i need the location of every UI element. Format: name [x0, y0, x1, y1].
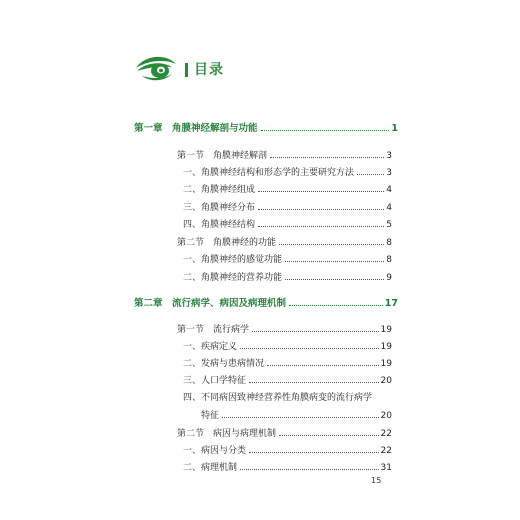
toc-page-number: 22 — [380, 429, 392, 439]
toc-section[interactable] — [177, 425, 392, 439]
toc-header — [134, 48, 334, 88]
toc-entry-label: 二、发病与患病情况 — [183, 359, 265, 369]
toc-item[interactable] — [183, 459, 392, 473]
toc-page-number: 4 — [386, 203, 392, 213]
header-divider-bar — [185, 63, 188, 77]
toc-page-number: 3 — [386, 151, 392, 161]
dot-leader — [252, 331, 379, 332]
toc-page-number: 8 — [386, 255, 392, 265]
toc-item[interactable] — [183, 442, 392, 456]
dot-leader — [289, 305, 383, 306]
toc-entry-label: 一、角膜神经的感觉功能 — [183, 255, 283, 265]
toc-entry-label: 二、病理机制 — [183, 463, 238, 473]
toc-entry-label: 四、角膜神经结构 — [183, 220, 256, 230]
toc-page-number: 3 — [386, 168, 392, 178]
toc-item[interactable] — [183, 355, 392, 369]
toc-entry-label: 第一节 流行病学 — [177, 325, 250, 335]
toc-page-number: 20 — [380, 411, 392, 421]
dot-leader — [240, 348, 379, 349]
toc-item-label: 四、不同病因致神经营养性角膜病变的流行病学 — [183, 393, 373, 403]
toc-entry-label: 第二章 流行病学、病因及病理机制 — [134, 298, 287, 309]
toc-entry-label: 第一节 角膜神经解剖 — [177, 151, 268, 161]
dot-leader — [258, 209, 384, 210]
toc-page-number: 22 — [380, 446, 392, 456]
toc-section[interactable] — [177, 234, 392, 248]
toc-page-number: 4 — [386, 185, 392, 195]
toc-entry-label: 第二节 病因与病理机制 — [177, 429, 277, 439]
toc-section[interactable] — [177, 147, 392, 161]
toc-entry-label: 二、角膜神经组成 — [183, 185, 256, 195]
toc-entry-label: 三、角膜神经分布 — [183, 203, 256, 213]
dot-leader — [258, 226, 384, 227]
dot-leader — [285, 261, 384, 262]
toc-entry-label: 第二节 角膜神经的功能 — [177, 238, 277, 248]
toc-item[interactable] — [183, 372, 392, 386]
toc-page-number: 31 — [380, 463, 392, 473]
dot-leader — [270, 157, 384, 158]
toc-item-label-cont: 特征 — [201, 411, 220, 421]
toc-item[interactable] — [183, 251, 392, 265]
toc-page-number: 19 — [380, 359, 392, 369]
toc-page-number: 19 — [380, 325, 392, 335]
dot-leader — [279, 435, 379, 436]
toc-title: 目录 — [194, 62, 224, 78]
toc-section[interactable] — [177, 321, 392, 335]
dot-leader — [249, 452, 379, 453]
toc-page-number: 8 — [386, 238, 392, 248]
toc-item[interactable] — [183, 389, 372, 403]
toc-item-continued[interactable] — [201, 407, 392, 421]
toc-page-number: 17 — [384, 298, 398, 309]
dot-leader — [285, 279, 384, 280]
dot-leader — [279, 244, 384, 245]
toc-entry-label: 第一章 角膜神经解剖与功能 — [134, 123, 258, 134]
toc-item[interactable] — [183, 181, 392, 195]
toc-item[interactable] — [183, 199, 392, 213]
toc-entry-label: 一、角膜神经结构和形态学的主要研究方法 — [183, 168, 355, 178]
toc-entry-label: 三、人口学特征 — [183, 376, 247, 386]
dot-leader — [261, 130, 390, 131]
toc-chapter[interactable] — [134, 295, 398, 309]
dot-leader — [258, 191, 384, 192]
dot-leader — [240, 469, 379, 470]
toc-item[interactable] — [183, 216, 392, 230]
dot-leader — [249, 382, 379, 383]
toc-chapter[interactable] — [134, 120, 398, 134]
toc-entry-label: 二、角膜神经的营养功能 — [183, 273, 283, 283]
toc-page-number: 19 — [380, 342, 392, 352]
dot-leader — [222, 417, 379, 418]
page-number: 15 — [371, 476, 382, 485]
toc-page-number: 20 — [380, 376, 392, 386]
eye-icon — [134, 50, 178, 84]
dot-leader — [357, 174, 384, 175]
toc-page-number: 1 — [391, 123, 398, 134]
toc-item[interactable] — [183, 164, 392, 178]
toc-page-number: 5 — [386, 220, 392, 230]
toc-item[interactable] — [183, 338, 392, 352]
toc-entry-label: 一、病因与分类 — [183, 446, 247, 456]
dot-leader — [267, 365, 379, 366]
toc-entry-label: 一、疾病定义 — [183, 342, 238, 352]
toc-item[interactable] — [183, 269, 392, 283]
toc-page-number: 9 — [386, 273, 392, 283]
